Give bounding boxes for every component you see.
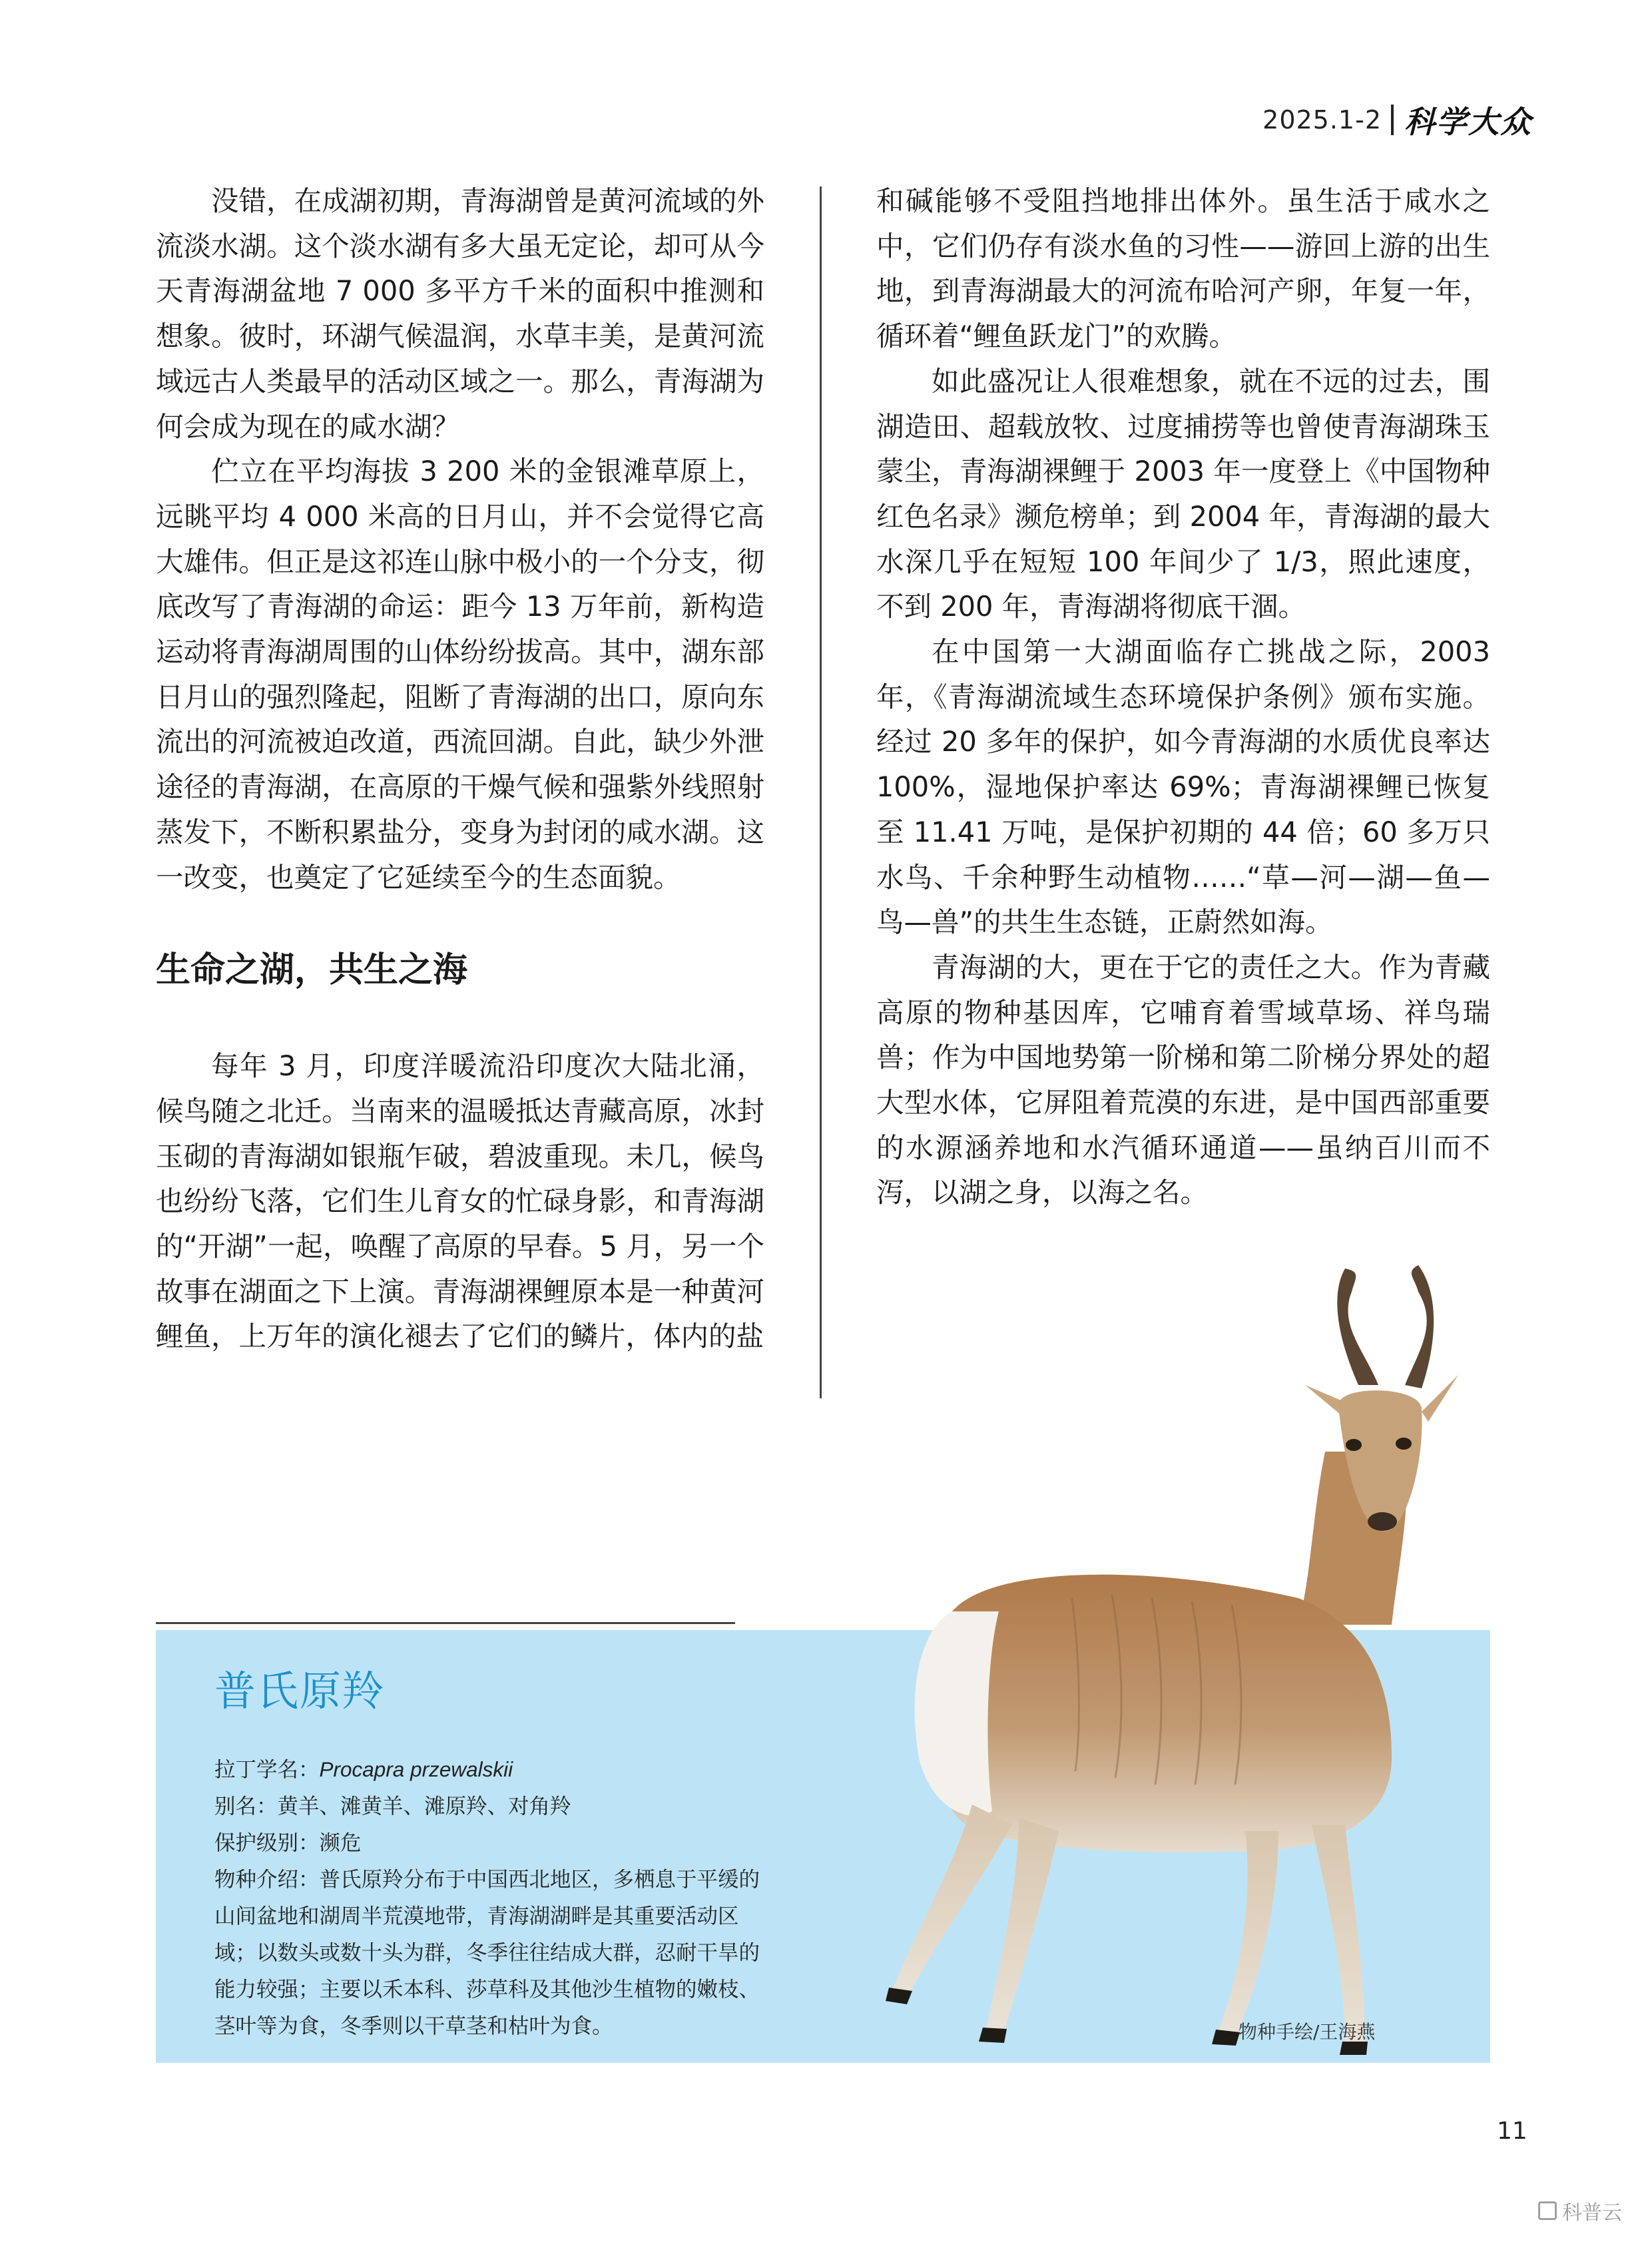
- intro-line: 茎叶等为食，冬季则以干草茎和枯叶为食。: [214, 2014, 613, 2038]
- paragraph: 没错，在成湖初期，青海湖曾是黄河流域的外流淡水湖。这个淡水湖有多大虽无定论，却可从今天青海湖盆地 7 000 多平方千米的面积中推测和想象。彼时，环湖气候温润，水草丰美，是黄河流域远古人类最早的活动区域之一。那么，青海湖为何会成为现在的咸水湖？: [156, 184, 764, 443]
- paragraph: 和碱能够不受阻挡地排出体外。虽生活于咸水之中，它们仍存有淡水鱼的习性——游回上游的出生地，到青海湖最大的河流布哈河产卵，年复一年，循环着“鲤鱼跃龙门”的欢腾。: [876, 184, 1490, 353]
- status-row: 保护级别：濒危: [214, 1831, 362, 1855]
- intro-line: 物种介绍：普氏原羚分布于中国西北地区，多栖息于平缓的: [214, 1868, 760, 1892]
- intro-line: 山间盆地和湖周半荒漠地带，青海湖湖畔是其重要活动区: [214, 1904, 739, 1928]
- species-details: [214, 1751, 814, 2045]
- latin-name: Procapra przewalskii: [319, 1757, 513, 1781]
- intro-line: 域；以数头或数十头为群，冬季往往结成大群，忍耐干旱的: [214, 1941, 760, 1965]
- alias-row: 别名：黄羊、滩黄羊、滩原羚、对角羚: [214, 1795, 571, 1819]
- hind-leg-left: [892, 1805, 1012, 1994]
- left-column: [156, 178, 764, 1359]
- issue-number: 2025.1-2: [1262, 105, 1382, 135]
- latin-label: 拉丁学名：: [214, 1758, 320, 1782]
- right-horn: [1405, 1265, 1434, 1388]
- right-column: [876, 178, 1490, 1215]
- left-horn: [1337, 1268, 1378, 1385]
- box-top-rule: [156, 1622, 735, 1624]
- intro-line: 能力较强；主要以禾本科、莎草科及其他沙生植物的嫩枝、: [214, 1978, 760, 2002]
- section-heading: 生命之湖，共生之海: [156, 950, 468, 991]
- magazine-logo: 科学大众: [1404, 104, 1532, 140]
- header-divider: [1391, 105, 1394, 135]
- page-number: 11: [1497, 2117, 1527, 2145]
- species-title: 普氏原羚: [214, 1667, 386, 1715]
- watermark: [1538, 2196, 1622, 2225]
- illustration-credit: 物种手绘/王海燕: [1239, 2021, 1376, 2043]
- gazelle-illustration: [819, 1252, 1485, 2091]
- front-leg-left: [1219, 1831, 1278, 2034]
- page-header: [1262, 100, 1532, 140]
- paragraph: 在中国第一大湖面临存亡挑战之际，2003 年，《青海湖流域生态环境保护条例》颁布实施。经过 20 多年的保护，如今青海湖的水质优良率达 100%，湿地保护率达 69%；青海湖裸鲤已恢复至 11.41 万吨，是保护初期的 44 倍；60 多万只水鸟、千余种野生动植物……“草—河—湖—鱼—鸟—兽”的共生生态链，正蔚然如海。: [876, 635, 1490, 939]
- front-leg-right: [1312, 1824, 1365, 2044]
- watermark-text: 科普云: [1562, 2201, 1622, 2225]
- paragraph: 伫立在平均海拔 3 200 米的金银滩草原上，远眺平均 4 000 米高的日月山，并不会觉得它高大雄伟。但正是这祁连山脉中极小的一个分支，彻底改写了青海湖的命运：距今 13 万年前，新构造运动将青海湖周围的山体纷纷拔高。其中，湖东部日月山的强烈隆起，阻断了青海湖的出口，原向东流出的河流被迫改道，西流回湖。自此，缺少外泄途径的青海湖，在高原的干燥气候和强紫外线照射蒸发下，不断积累盐分，变身为封闭的咸水湖。这一改变，也奠定了它延续至今的生态面貌。: [156, 455, 764, 894]
- latin-name-row: [214, 1751, 814, 1789]
- column-divider: [820, 186, 822, 1398]
- right-ear: [1422, 1375, 1458, 1422]
- paragraph: 如此盛况让人很难想象，就在不远的过去，围湖造田、超载放牧、过度捕捞等也曾使青海湖珠玉蒙尘，青海湖裸鲤于 2003 年一度登上《中国物种红色名录》濒危榜单；到 2004 年，青海湖的最大水深几乎在短短 100 年间少了 1/3，照此速度，不到 200 年，青海湖将彻底干涸。: [876, 364, 1490, 623]
- paragraph: 青海湖的大，更在于它的责任之大。作为青藏高原的物种基因库，它哺育着雪域草场、祥鸟瑞兽；作为中国地势第一阶梯和第二阶梯分界处的超大型水体，它屏阻着荒漠的东进，是中国西部重要的水源涵养地和水汽循环通道——虽纳百川而不泻，以湖之身，以海之名。: [876, 950, 1490, 1209]
- white-rump: [915, 1611, 999, 1816]
- paragraph: 每年 3 月，印度洋暖流沿印度次大陆北涌，候鸟随之北迁。当南来的温暖抵达青藏高原，冰封玉砌的青海湖如银瓶乍破，碧波重现。未几，候鸟也纷纷飞落，它们生儿育女的忙碌身影，和青海湖的“开湖”一起，唤醒了高原的早春。5 月，另一个故事在湖面之下上演。青海湖裸鲤原本是一种黄河鲤鱼，上万年的演化褪去了它们的鳞片，体内的盐: [156, 1049, 764, 1353]
- watermark-icon: [1538, 2201, 1557, 2220]
